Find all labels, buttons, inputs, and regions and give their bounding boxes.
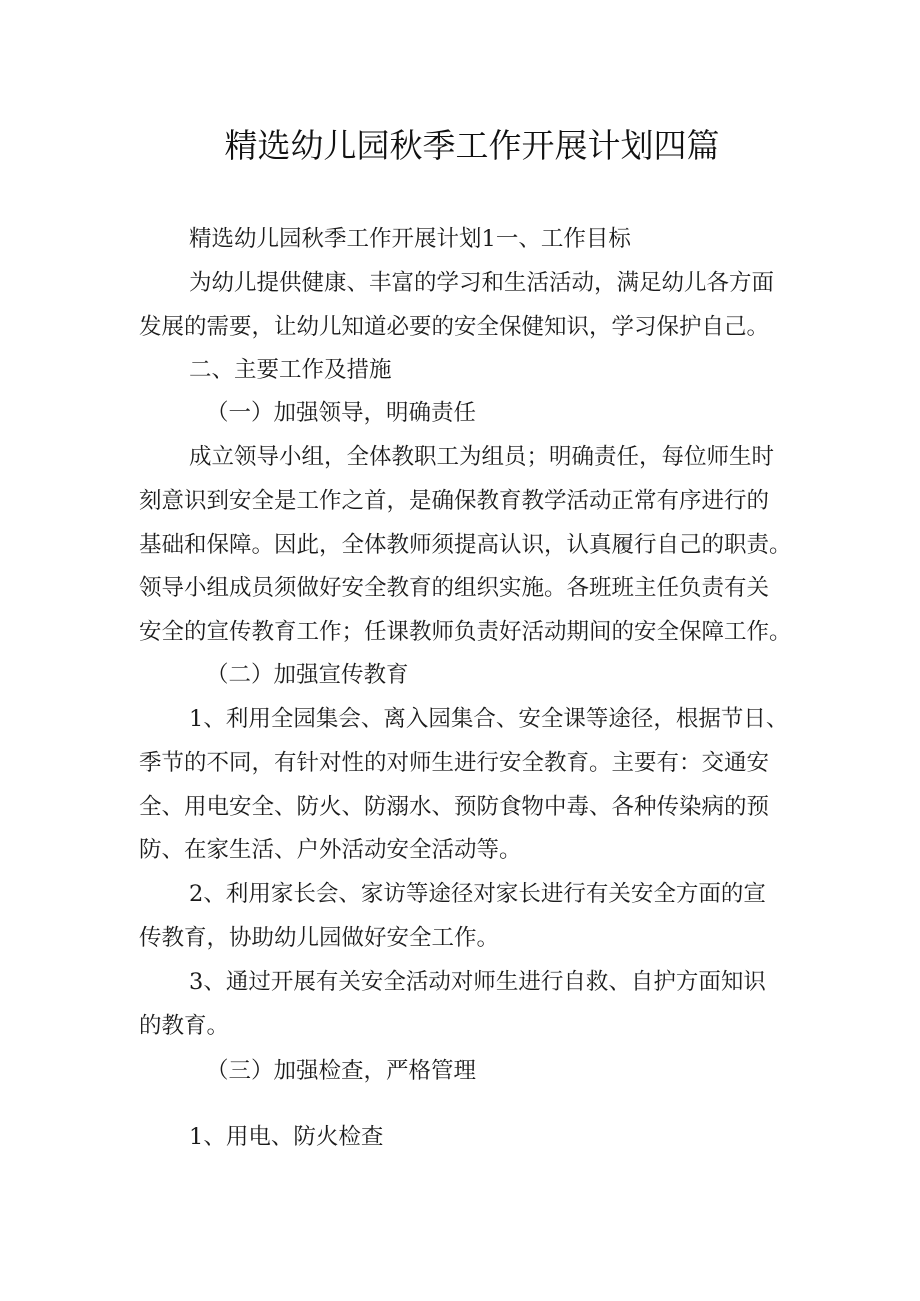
paragraph-line: 防、在家生活、户外活动安全活动等。 — [139, 837, 522, 863]
paragraph-line: 1、利用全园集会、离入园集合、安全课等途径，根据节日、 — [189, 706, 789, 732]
subsection-heading: （一）加强领导，明确责任 — [206, 400, 477, 426]
paragraph-line: 传教育，协助幼儿园做好安全工作。 — [139, 925, 500, 951]
paragraph-line: 发展的需要，让幼儿知道必要的安全保健知识，学习保护自己。 — [139, 314, 770, 340]
paragraph-line: 的教育。 — [139, 1013, 230, 1039]
subsection-heading: （二）加强宣传教育 — [206, 662, 409, 688]
paragraph-line: 2、利用家长会、家访等途径对家长进行有关安全方面的宣 — [189, 881, 766, 907]
paragraph-line: 精选幼儿园秋季工作开展计划1一、工作目标 — [189, 226, 631, 252]
paragraph-line: 3、通过开展有关安全活动对师生进行自救、自护方面知识 — [189, 969, 766, 995]
paragraph-line: 季节的不同，有针对性的对师生进行安全教育。主要有：交通安 — [139, 750, 770, 776]
paragraph-line: 为幼儿提供健康、丰富的学习和生活活动，满足幼儿各方面 — [189, 270, 775, 296]
document-title: 精选幼儿园秋季工作开展计划四篇 — [224, 126, 720, 165]
paragraph-line: 全、用电安全、防火、防溺水、预防食物中毒、各种传染病的预 — [139, 794, 770, 820]
paragraph-line: 领导小组成员须做好安全教育的组织实施。各班班主任负责有关 — [139, 575, 770, 601]
paragraph-line: 基础和保障。因此，全体教师须提高认识，认真履行自己的职责。 — [139, 532, 792, 558]
paragraph-line: 1、用电、防火检查 — [189, 1124, 384, 1150]
section-heading: 二、主要工作及措施 — [189, 357, 392, 383]
paragraph-line: 成立领导小组，全体教职工为组员；明确责任，每位师生时 — [189, 444, 775, 470]
paragraph-line: 刻意识到安全是工作之首，是确保教育教学活动正常有序进行的 — [139, 488, 770, 514]
paragraph-line: 安全的宣传教育工作；任课教师负责好活动期间的安全保障工作。 — [139, 619, 792, 645]
subsection-heading: （三）加强检查，严格管理 — [206, 1058, 477, 1084]
